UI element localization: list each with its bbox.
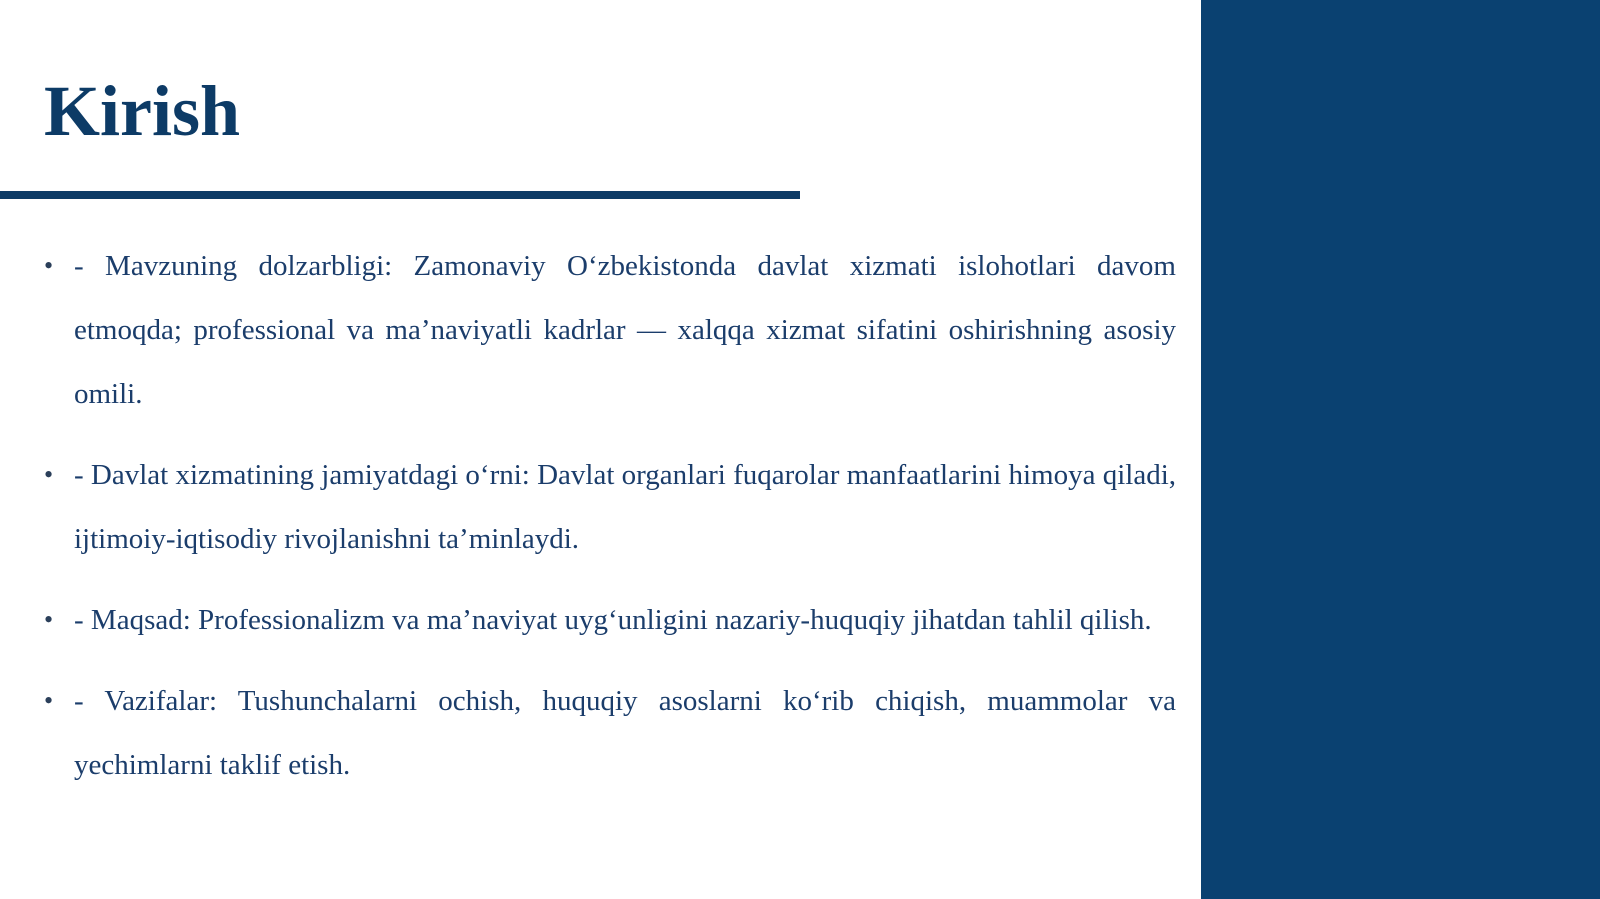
slide-title: Kirish	[44, 71, 241, 151]
bullet-item-role	[44, 443, 1176, 571]
bullet-text: - Davlat xizmatining jamiyatdagi o‘rni: Davlat organlari fuqarolar manfaatlarini himoya qiladi, ijtimoiy-iqtisodiy rivojlanishni ta’minlaydi.	[74, 459, 1176, 555]
bullet-list	[44, 234, 1176, 814]
bullet-icon: •	[44, 605, 54, 634]
accent-side-panel	[1201, 0, 1600, 899]
bullet-item-relevance	[44, 234, 1176, 426]
bullet-icon: •	[44, 686, 54, 715]
bullet-item-tasks	[44, 669, 1176, 797]
title-underline	[0, 191, 800, 199]
bullet-icon: •	[44, 251, 54, 280]
bullet-item-goal	[44, 588, 1176, 652]
bullet-text: - Maqsad: Professionalizm va ma’naviyat uyg‘unligini nazariy-huquqiy jihatdan tahlil qilish.	[74, 604, 1152, 636]
bullet-icon: •	[44, 460, 54, 489]
bullet-text: - Mavzuning dolzarbligi: Zamonaviy O‘zbekistonda davlat xizmati islohotlari davom etmoqda; professional va ma’naviyatli kadrlar — xalqqa xizmat sifatini oshirishning asosiy omili.	[74, 250, 1176, 410]
bullet-text: - Vazifalar: Tushunchalarni ochish, huquqiy asoslarni ko‘rib chiqish, muammolar va yechimlarni taklif etish.	[74, 685, 1176, 781]
